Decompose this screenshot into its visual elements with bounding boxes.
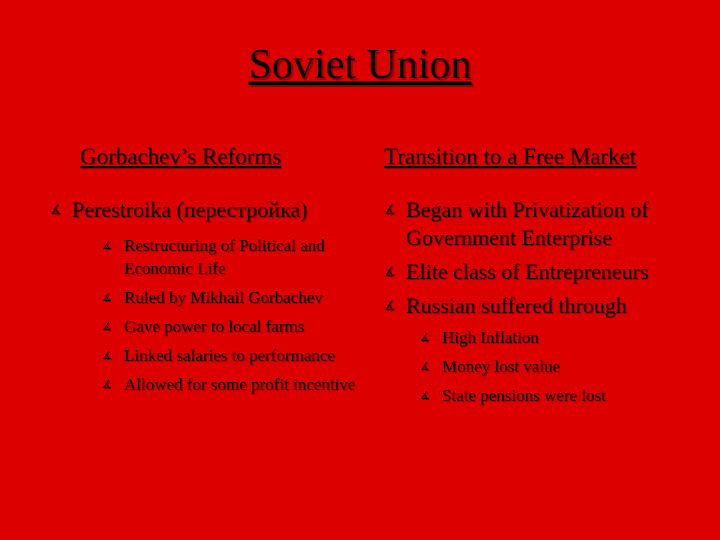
bullet-icon: ∡ [102, 291, 112, 304]
bullet-icon: ∡ [420, 331, 430, 344]
bullet-icon: ∡ [50, 203, 62, 218]
left-sub-item [102, 234, 380, 280]
left-sub-item [102, 344, 380, 367]
left-sub-text: Allowed for some profit incentive [124, 375, 356, 394]
right-column-heading: Transition to a Free Market [384, 144, 637, 169]
left-sub-item [102, 286, 380, 309]
bullet-icon: ∡ [420, 360, 430, 373]
bullet-icon: ∡ [102, 320, 112, 333]
right-bullet-list [384, 196, 704, 413]
left-sub-text: Ruled by Mikhail Gorbachev [124, 288, 323, 307]
bullet-icon: ∡ [384, 203, 396, 218]
left-sub-text: Restructuring of Political and Economic Life [124, 236, 325, 278]
left-column-heading: Gorbachev’s Reforms [80, 144, 282, 169]
left-sub-item [102, 373, 380, 396]
right-sub-item [420, 355, 704, 378]
right-bullet-text: Elite class of Entrepreneurs [406, 259, 649, 284]
right-bullet-item [384, 258, 704, 286]
right-bullet-item [384, 292, 704, 407]
right-sub-text: High Inflation [442, 328, 539, 347]
right-sub-item [420, 326, 704, 349]
left-sub-item [102, 315, 380, 338]
slide-title: Soviet Union [248, 42, 472, 88]
right-bullet-item [384, 196, 704, 252]
bullet-icon: ∡ [384, 299, 396, 314]
left-bullet-list [50, 196, 380, 402]
right-sub-item [420, 384, 704, 407]
bullet-icon: ∡ [384, 265, 396, 280]
bullet-icon: ∡ [102, 349, 112, 362]
right-sub-text: State pensions were lost [442, 386, 606, 405]
left-bullet-text: Perestroika (перестройка) [72, 197, 308, 222]
right-sub-list [420, 326, 704, 407]
right-bullet-text: Russian suffered through [406, 293, 627, 318]
bullet-icon: ∡ [420, 389, 430, 402]
right-bullet-text: Began with Privatization of Government Enterprise [406, 197, 649, 250]
right-sub-text: Money lost value [442, 357, 561, 376]
bullet-icon: ∡ [102, 378, 112, 391]
left-bullet-item [50, 196, 380, 396]
bullet-icon: ∡ [102, 239, 112, 252]
left-sub-text: Linked salaries to performance [124, 346, 335, 365]
left-sub-text: Gave power to local farms [124, 317, 305, 336]
left-sub-list [102, 234, 380, 396]
